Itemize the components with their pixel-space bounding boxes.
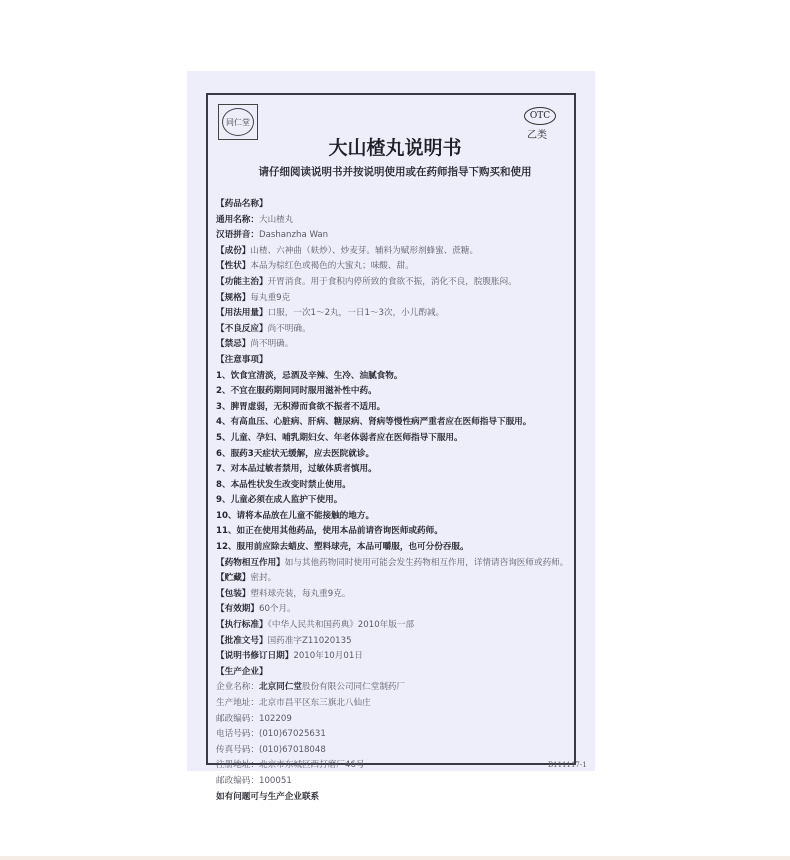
document-title: 大山楂丸说明书 xyxy=(328,137,462,159)
info-label: 企业名称： xyxy=(216,682,259,693)
info-label: 邮政编码： xyxy=(216,713,259,724)
info-value: (010)67025631 xyxy=(258,729,326,740)
field-label: 汉语拼音： xyxy=(216,230,259,241)
field-value: 开胃消食。用于食积内停所致的食欲不振，消化不良，脘腹胀闷。 xyxy=(267,276,517,287)
field-label: 【用法用量】 xyxy=(216,308,268,319)
field-label: 通用名称： xyxy=(216,214,259,225)
field-label: 【成份】 xyxy=(216,245,251,256)
document-subtitle: 请仔细阅读说明书并按说明使用或在药师指导下购买和使用 xyxy=(258,166,532,178)
info-label: 电话号码： xyxy=(216,729,259,740)
company-info-row xyxy=(216,712,571,728)
precaution-item: 3、脾胃虚弱，无积滞而食欲不振者不适用。 xyxy=(216,401,386,412)
company-info-row xyxy=(216,758,571,774)
field-row xyxy=(216,322,571,338)
field-label: 【规格】 xyxy=(216,292,251,303)
field-row xyxy=(216,587,571,603)
field-value: 尚不明确。 xyxy=(250,339,294,350)
field-row xyxy=(216,259,571,275)
field-row xyxy=(216,291,571,307)
precaution-item: 4、有高血压、心脏病、肝病、糖尿病、肾病等慢性病严重者应在医师指导下服用。 xyxy=(216,417,532,428)
field-label: 【性状】 xyxy=(216,261,251,272)
field-row xyxy=(216,306,571,322)
info-label: 生产地址： xyxy=(216,698,259,708)
field-label: 【不良反应】 xyxy=(216,323,268,334)
field-label: 【包装】 xyxy=(216,588,251,599)
field-row xyxy=(216,275,571,291)
field-label: 【说明书修订日期】 xyxy=(216,651,294,662)
field-value: 《中华人民共和国药典》2010年版一部 xyxy=(267,620,415,631)
precaution-item: 8、本品性状发生改变时禁止使用。 xyxy=(216,479,351,490)
info-value: (010)67018048 xyxy=(258,744,326,755)
field-value: 本品为棕红色或褐色的大蜜丸；味酸、甜。 xyxy=(250,261,414,272)
field-row xyxy=(216,556,571,572)
precaution-item: 12、服用前应除去蜡皮、塑料球壳，本品可嚼服，也可分份吞服。 xyxy=(216,542,469,553)
field-value: 国药准字Z11020135 xyxy=(267,635,352,646)
bottom-strip xyxy=(0,856,790,860)
info-value: 股份有限公司同仁堂制药厂 xyxy=(301,682,406,693)
field-row xyxy=(216,649,571,665)
company-info-row xyxy=(216,743,571,759)
info-label: 邮政编码： xyxy=(216,775,259,786)
precaution-item: 9、儿童必须在成人监护下使用。 xyxy=(216,495,343,506)
field-value: 60个月。 xyxy=(258,604,296,615)
field-label: 【功能主治】 xyxy=(216,276,268,287)
field-value: 密封。 xyxy=(250,573,277,584)
company-info-row xyxy=(216,774,571,790)
print-code: B111117-1 xyxy=(548,761,587,769)
field-value: 2010年10月01日 xyxy=(293,651,363,662)
company-info-row xyxy=(216,696,571,712)
field-label: 【贮藏】 xyxy=(216,573,251,584)
field-row xyxy=(216,337,571,353)
section-heading: 【药品名称】 xyxy=(216,199,268,209)
info-value: 北京市东城区西打磨厂46号 xyxy=(258,760,365,771)
field-label: 【禁忌】 xyxy=(216,339,251,350)
field-label: 【有效期】 xyxy=(216,604,259,615)
info-value: 100051 xyxy=(258,775,292,786)
field-row xyxy=(216,244,571,260)
precaution-item: 7、对本品过敏者禁用，过敏体质者慎用。 xyxy=(216,464,377,475)
field-value: 塑料球壳装，每丸重9克。 xyxy=(250,588,351,599)
precaution-item: 1、饮食宜清淡，忌酒及辛辣、生冷、油腻食物。 xyxy=(216,370,403,381)
section-heading: 【生产企业】 xyxy=(216,666,268,677)
info-value: 102209 xyxy=(258,713,292,724)
field-value: 山楂、六神曲（麸炒）、炒麦芽。辅料为赋形剂蜂蜜、蔗糖。 xyxy=(250,245,479,256)
info-label: 传真号码： xyxy=(216,744,259,755)
field-value: 尚不明确。 xyxy=(267,323,311,334)
info-value: 北京市昌平区东三旗北八仙庄 xyxy=(258,698,371,708)
section-heading: 【注意事项】 xyxy=(216,354,268,365)
field-label: 【批准文号】 xyxy=(216,635,268,646)
field-value: 大山楂丸 xyxy=(258,214,294,225)
company-info-row xyxy=(216,727,571,743)
field-row xyxy=(216,602,571,618)
precaution-item: 2、不宜在服药期间同时服用滋补性中药。 xyxy=(216,386,377,397)
field-value: 口服，一次1～2丸，一日1～3次，小儿酌减。 xyxy=(267,308,445,319)
otc-class-label: 乙类 xyxy=(527,130,547,141)
precaution-item: 11、如正在使用其他药品，使用本品前请咨询医师或药师。 xyxy=(216,526,443,537)
field-row xyxy=(216,618,571,634)
field-row xyxy=(216,571,571,587)
otc-badge: OTC xyxy=(524,107,556,125)
field-value: 如与其他药物同时使用可能会发生药物相互作用，详情请咨询医师或药师。 xyxy=(284,557,569,568)
field-value: 每丸重9克 xyxy=(250,292,291,303)
precaution-item: 6、服药3天症状无缓解，应去医院就诊。 xyxy=(216,448,375,459)
leaflet-content xyxy=(216,197,571,805)
field-label: 【执行标准】 xyxy=(216,620,268,631)
company-name-row xyxy=(216,680,571,696)
info-label: 注册地址： xyxy=(216,760,259,771)
logo-seal: 同仁堂 xyxy=(222,108,254,136)
field-row xyxy=(216,213,571,229)
precaution-item: 10、请将本品放在儿童不能接触的地方。 xyxy=(216,510,375,521)
precaution-item: 如有问题可与生产企业联系 xyxy=(216,791,320,802)
field-value: Dashanzha Wan xyxy=(258,230,329,241)
company-brand-logotype: 北京同仁堂 xyxy=(258,682,302,693)
precaution-item: 5、儿童、孕妇、哺乳期妇女、年老体弱者应在医师指导下服用。 xyxy=(216,432,463,443)
field-row xyxy=(216,228,571,244)
field-row xyxy=(216,634,571,650)
field-label: 【药物相互作用】 xyxy=(216,557,285,568)
